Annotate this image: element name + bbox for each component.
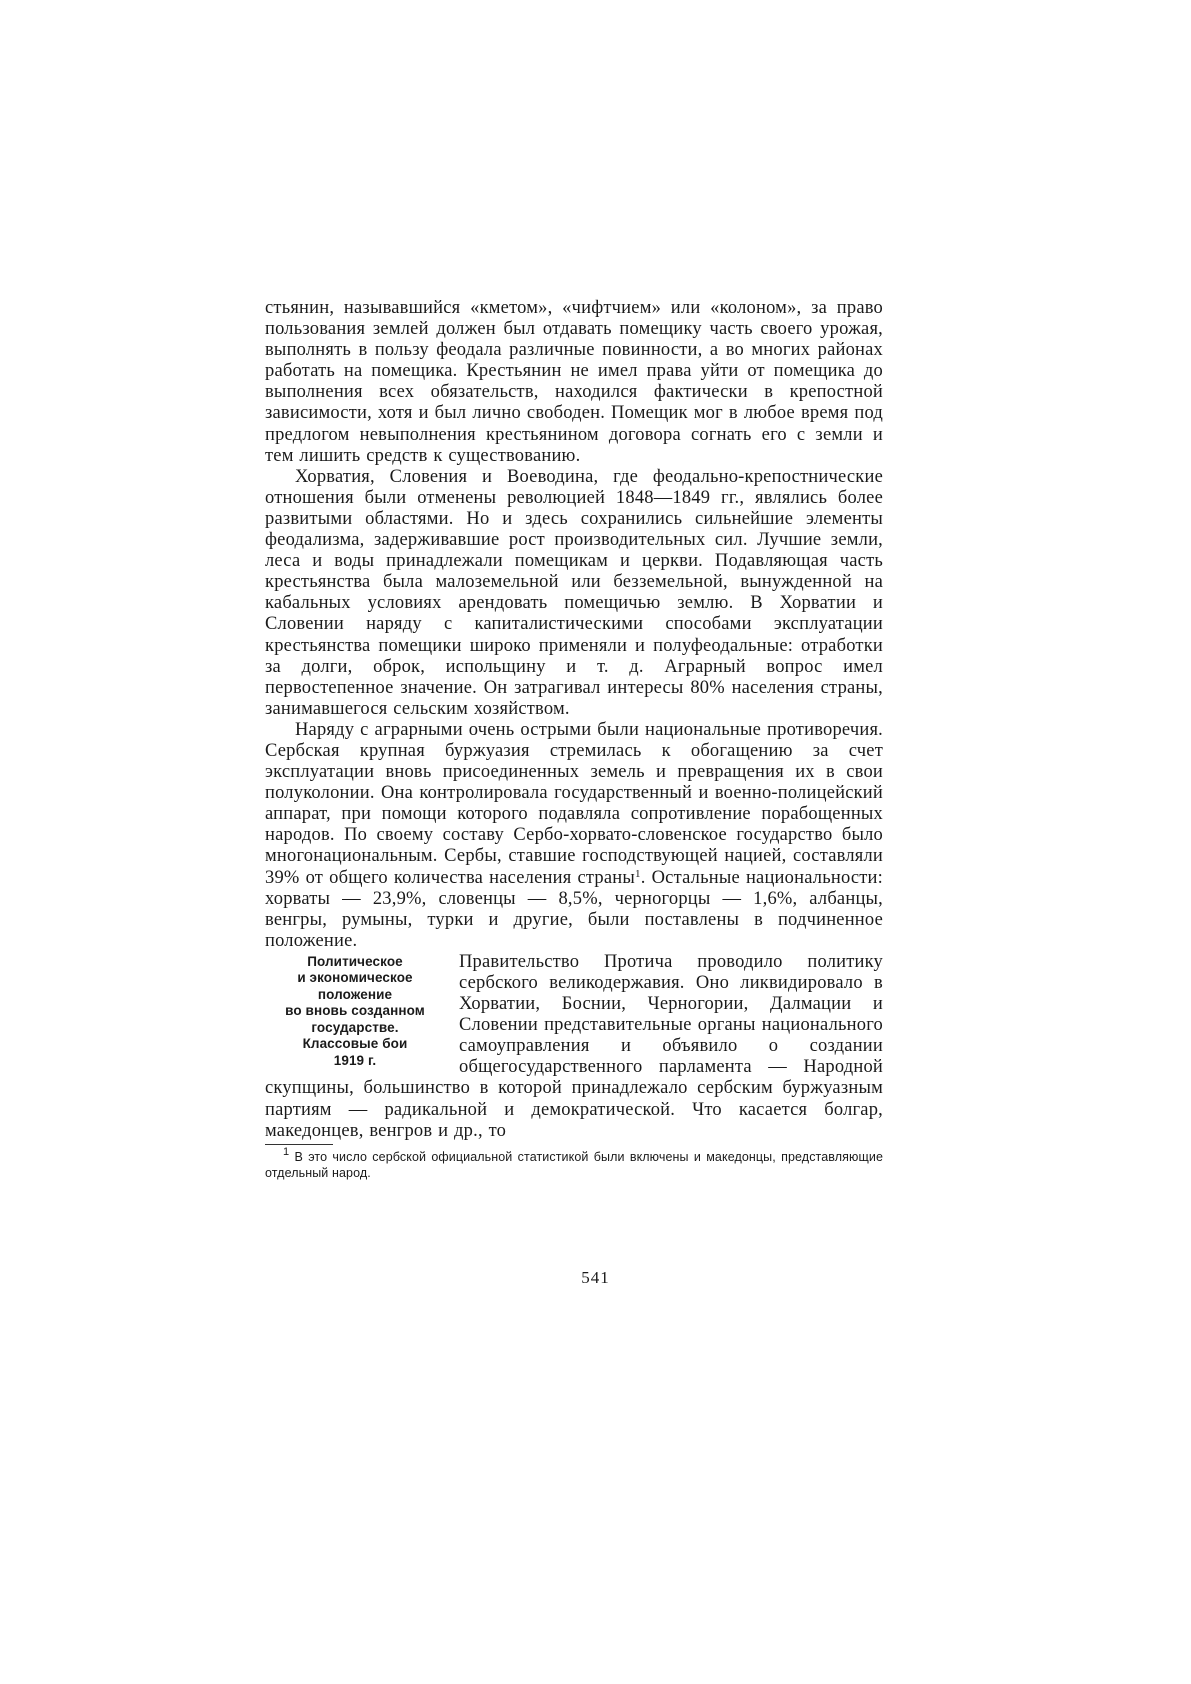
page-number: 541: [581, 1268, 610, 1287]
footnote-marker: 1: [283, 1145, 290, 1158]
paragraph-1: стьянин, называвшийся «кметом», «чифтчием» или «колоном», за право пользования землей должен был отдавать помещику часть своего урожая, выполнять в пользу феодала различные повинности, а во многих районах работать на помещика. Крестьянин не имел права уйти от помещика до выполнения всех обязательств, находился фактически в крепостной зависимости, хотя и был лично свободен. Помещик мог в любое время под предлогом невыполнения крестьянином договора согнать его с земли и тем лишить средств к существованию.: [265, 298, 883, 466]
sidebar-heading-line: и экономическое: [297, 970, 413, 986]
footnote-divider: [265, 1144, 333, 1145]
footnote-reference: 1: [635, 867, 641, 880]
sidebar-heading-line: положение: [317, 986, 393, 1002]
footnote: [265, 1145, 883, 1181]
paragraph-3: [265, 720, 883, 952]
paragraph-3-text-b: . Остальные национальности: хорваты — 23,9%, словенцы — 8,5%, черногорцы — 1,6%, албанцы, венгры, румыны, турки и другие, были поставлены в подчиненное положение.: [265, 867, 883, 951]
sidebar-heading-line: 1919 г.: [333, 1052, 377, 1068]
paragraph-3-text-a: Наряду с аграрными очень острыми были национальные противоречия. Сербская крупная буржуазия стремилась к обогащению за счет эксплуатации вновь присоединенных земель и превращения их в свои полуколонии. Она контролировала государственный и военно-полицейский аппарат, при помощи которого подавляла сопротивление порабощенных народов. По своему составу Сербо-хорвато-словенское государство было многонациональным. Сербы, ставшие господствующей нацией, составляли 39% от общего количества населения страны: [265, 719, 883, 888]
sidebar-heading-line: государстве.: [311, 1019, 399, 1035]
paragraph-4-with-sidebar: [265, 952, 883, 1142]
paragraph-2: Хорватия, Словения и Воеводина, где феодально-крепостнические отношения были отменены революцией 1848—1849 гг., являлись более развитыми областями. Но и здесь сохранились сильнейшие элементы феодализма, задерживавшие рост производительных сил. Лучшие земли, леса и воды принадлежали помещикам и церкви. Подавляющая часть крестьянства была малоземельной или безземельной, вынужденной на кабальных условиях арендовать помещичью землю. В Хорватии и Словении наряду с капиталистическими способами эксплуатации крестьянства помещики широко применяли и полуфеодальные: отработки за долги, оброк, испольщину и т. д. Аграрный вопрос имел первостепенное значение. Он затрагивал интересы 80% населения страны, занимавшегося сельским хозяйством.: [265, 466, 883, 719]
page-text: [265, 298, 883, 1181]
sidebar-heading-line: Политическое: [307, 953, 403, 969]
sidebar-heading-line: Классовые бои: [302, 1036, 408, 1052]
sidebar-heading-line: во вновь созданном: [285, 1003, 425, 1019]
paragraph-4: Правительство Протича проводило политику сербского великодержавия. Оно ликвидировало в Хорватии, Боснии, Черногории, Далмации и Словении представительные органы национального самоуправления и объявило о создании общегосударственного парламента — Народной скупщины, большинство в которой принадлежало сербским буржуазным партиям — радикальной и демократической. Что касается болгар, македонцев, венгров и др., то: [265, 951, 883, 1141]
sidebar-heading: [265, 954, 445, 1070]
footnote-text: В это число сербской официальной статистикой были включены и македонцы, представляющие отдельный народ.: [265, 1149, 883, 1180]
